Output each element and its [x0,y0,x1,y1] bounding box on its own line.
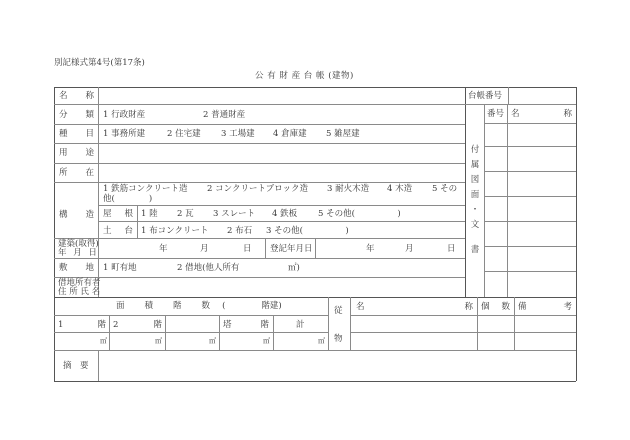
use-field[interactable] [99,144,464,162]
attachment-row[interactable] [485,197,576,221]
document-title: 公 有 財 産 台 帳 (建物) [255,71,354,81]
attachment-row[interactable] [485,172,576,196]
built-date-label-line2: 年 月 日 [58,248,99,258]
structure-label: 構 造 [59,210,94,220]
site-option-town-owned[interactable]: 1 町有地 [103,263,137,273]
appurtenance-label-top: 従 [334,306,343,316]
foundation-label: 土 台 [103,226,133,236]
built-day-unit: 日 [243,244,252,254]
registration-date-label: 登記年月日 [270,244,313,254]
category-option-factory[interactable]: 3 工場建 [221,129,255,139]
attachment-row[interactable] [485,247,576,271]
roof-label: 屋 根 [103,209,133,219]
category-option-office[interactable]: 1 事務所建 [103,129,146,139]
roof-option-other[interactable]: 5 その他( ) [318,209,401,219]
floor-1-area-unit: ㎡ [100,337,107,345]
reg-year-unit: 年 [366,244,375,254]
total-header: 計 [296,320,305,330]
structure-option-wood[interactable]: 4 木造 [387,184,413,194]
location-field[interactable] [99,164,464,182]
appurtenance-remarks-header: 備 考 [518,302,572,312]
foundation-option-other[interactable]: 3 その他( ) [266,226,349,236]
structure-other-blank[interactable]: 他( ) [103,194,153,204]
attachment-row[interactable] [485,272,576,297]
attachment-row[interactable] [485,147,576,171]
attachments-vertical-label: 付 属 図 面 ・ 文 書 [470,145,480,255]
floor-2-area-unit: ㎡ [155,337,162,345]
built-month-unit: 月 [200,244,209,254]
classification-option-ordinary[interactable]: 2 普通財産 [203,110,246,120]
classification-label: 分 類 [59,110,94,120]
roof-option-slate[interactable]: 3 スレート [213,209,256,219]
summary-label: 摘 要 [63,361,89,371]
floor-extra-header[interactable] [166,316,218,332]
category-option-residential[interactable]: 2 住宅建 [167,129,201,139]
ledger-number-label: 台帳番号 [468,91,503,101]
tower-area-unit: ㎡ [263,337,270,345]
name-field[interactable] [99,88,464,104]
reg-month-unit: 月 [405,244,414,254]
landowner-label-line2: 住 所 氏 名 [58,287,101,297]
category-label: 種 目 [59,129,94,139]
structure-option-rc[interactable]: 1 鉄筋コンクリート造 [103,184,188,194]
floor-2-header: 2 階 [113,320,162,330]
ledger-number-field[interactable] [509,88,575,104]
floor-extra-area-unit: ㎡ [209,337,216,345]
foundation-option-stone[interactable]: 2 布石 [227,226,253,236]
structure-option-fireproof-wood[interactable]: 3 耐火木造 [327,184,370,194]
landowner-field[interactable] [99,278,464,296]
summary-field[interactable] [99,351,575,380]
appurtenance-count-header: 個 数 [481,302,510,312]
floor-area-header: 面 積 階 数 ( 階建) [116,301,282,311]
use-label: 用 途 [59,148,94,158]
tower-floor-header: 塔 階 [223,320,269,330]
appurtenance-name-header: 名 称 [356,302,473,312]
landowner-label-line1: 借地所有者 [58,278,101,288]
attachments-number-header: 番号 [487,109,505,119]
structure-option-other[interactable]: 5 その [432,184,458,194]
roof-option-tile[interactable]: 2 瓦 [177,209,194,219]
classification-option-administrative[interactable]: 1 行政財産 [103,110,146,120]
location-label: 所 在 [59,168,94,178]
site-option-leased[interactable]: 2 借地(他人所有 [177,263,240,273]
reg-day-unit: 日 [447,244,456,254]
total-area-unit: ㎡ [318,337,325,345]
attachment-row[interactable] [485,124,576,146]
built-year-unit: 年 [159,244,168,254]
roof-option-iron[interactable]: 4 鉄板 [272,209,298,219]
roof-option-flat[interactable]: 1 陸 [141,209,158,219]
category-option-warehouse[interactable]: 4 倉庫建 [273,129,307,139]
form-reference: 別記様式第4号(第17条) [54,58,145,68]
name-label: 名 称 [59,91,94,101]
built-date-label-line1: 建築(取得) [58,239,99,249]
site-area-unit: ㎡) [288,263,300,273]
foundation-option-concrete[interactable]: 1 布コンクリート [141,226,209,236]
structure-option-cb[interactable]: 2 コンクリートブロック造 [207,184,309,194]
attachment-row[interactable] [485,222,576,246]
attachments-name-header: 名 称 [511,109,572,119]
appurtenance-label-bottom: 物 [334,334,343,344]
site-label: 敷 地 [59,263,94,273]
category-option-misc[interactable]: 5 雑屋建 [326,129,360,139]
floor-1-header: 1 階 [58,320,106,330]
